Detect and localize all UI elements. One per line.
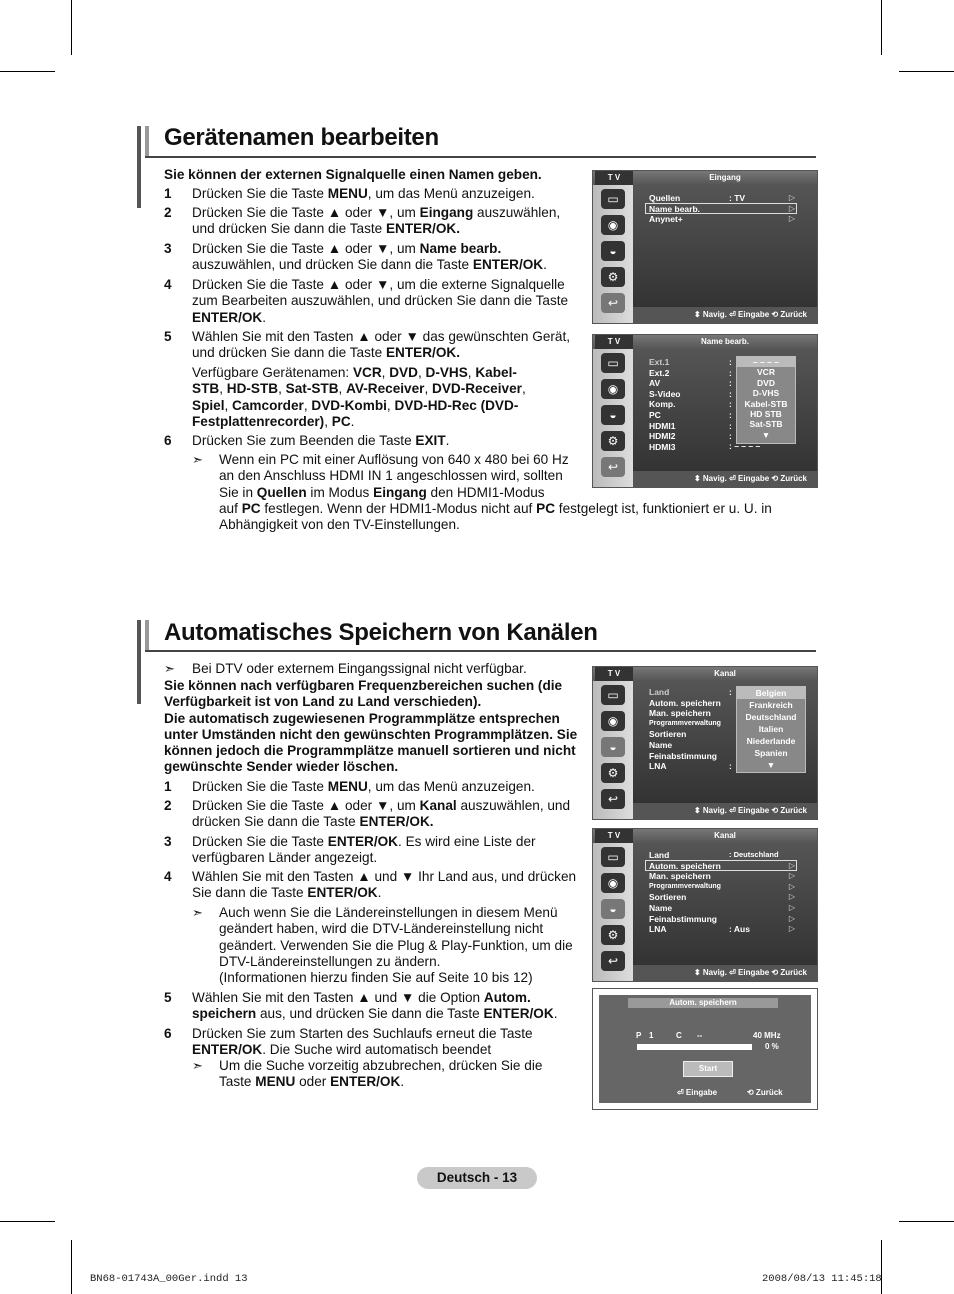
crop-mark — [881, 1240, 882, 1294]
section-bar — [137, 126, 141, 208]
osd-header: Kanal — [714, 831, 736, 840]
colon: : — [729, 378, 732, 389]
device-row: HDMI2 — [649, 431, 676, 442]
picture-icon: ▭ — [601, 189, 625, 209]
note-arrow-icon: ➣ — [192, 905, 203, 920]
section-rule — [145, 650, 816, 652]
menu-item: Man. speichern — [649, 871, 711, 882]
channel-value: -- — [697, 1031, 703, 1040]
list-option[interactable]: Sat-STB — [749, 419, 783, 430]
list-option[interactable]: Frankreich — [749, 700, 793, 710]
hdmi3-value: : – – – – — [729, 441, 761, 451]
step-number: 4 — [164, 277, 172, 292]
colon: : — [729, 420, 732, 431]
step-number: 5 — [164, 990, 172, 1005]
selection-highlight — [645, 860, 797, 871]
colon: : — [729, 367, 732, 378]
file-info: BN68-01743A_00Ger.indd 13 — [90, 1273, 248, 1285]
menu-item: Programmverwaltung — [649, 719, 721, 727]
menu-item: Feinabstimmung — [649, 750, 718, 761]
chevron-right-icon: ▷ — [788, 871, 795, 881]
list-option[interactable]: Kabel-STB — [744, 398, 788, 409]
sound-icon: ◉ — [601, 711, 625, 731]
list-option[interactable]: Niederlande — [746, 736, 796, 746]
chevron-right-icon: ▷ — [788, 193, 795, 202]
note-text: Bei DTV oder externem Eingangssignal nicht verfügbar. — [192, 661, 527, 676]
osd-header: Name bearb. — [700, 337, 750, 346]
step-number: 6 — [164, 433, 172, 448]
colon: : — [729, 761, 732, 771]
section-rule — [145, 156, 816, 158]
program-number: 1 — [649, 1031, 654, 1040]
note-text: Wenn ein PC mit einer Auflösung von 640 x 480 bei 60 Hz an den Anschluss HDMI IN 1 angeschlossen wird, sollten Sie in Quellen im Modus Eingang den HDMI1-Modus — [219, 452, 569, 500]
list-option[interactable]: VCR — [757, 367, 775, 378]
crop-mark — [71, 0, 72, 55]
colon: : — [729, 357, 732, 367]
intro-text: Sie können der externen Signalquelle einen Namen geben. — [164, 167, 542, 182]
picture-icon: ▭ — [601, 685, 625, 705]
input-icon: ↩ — [601, 293, 625, 313]
return-hint: ⟲ Zurück — [747, 1088, 783, 1097]
osd-header: Kanal — [714, 669, 736, 678]
menu-item: Autom. speichern — [649, 697, 721, 708]
chevron-right-icon: ▷ — [788, 924, 795, 934]
device-row: Komp. — [649, 399, 676, 410]
list-option[interactable]: Spanien — [754, 748, 788, 758]
country-list[interactable] — [736, 686, 806, 773]
channel-icon: ◒ — [601, 737, 625, 757]
osd-footer: ⬍ Navig. ⏎ Eingabe ⟲ Zurück — [633, 803, 817, 819]
step-text: Wählen Sie mit den Tasten ▲ und ▼ Ihr Land aus, und drücken Sie dann die Taste ENTER/OK. — [192, 869, 577, 901]
colon: : — [729, 410, 732, 420]
input-icon: ↩ — [601, 951, 625, 971]
device-row: PC — [649, 410, 661, 420]
step-text: Drücken Sie zum Beenden die Taste EXIT. — [192, 433, 450, 448]
frequency: 40 MHz — [753, 1031, 781, 1040]
osd-footer: ⬍ Navig. ⏎ Eingabe ⟲ Zurück — [633, 471, 817, 487]
menu-item: Name — [649, 903, 673, 913]
chevron-right-icon: ▷ — [788, 892, 795, 902]
osd-tv-label: T V — [595, 829, 633, 843]
intro-text: Sie können nach verfügbaren Frequenzbereichen suchen (die Verfügbarkeit ist von Land zu Land verschieden). Die automatisch zugewiesenen Programmplätze entsprechen unter Umständen nicht den gewünschten Programmplätzen. Sie können jedoch die Programmplätze manuell sortieren und nicht gewünschte Sender wieder löschen. — [164, 678, 578, 775]
step-number: 3 — [164, 834, 172, 849]
chevron-right-icon: ▷ — [788, 214, 795, 223]
menu-item: Anynet+ — [649, 214, 683, 224]
osd-name-bearb — [592, 334, 818, 488]
crop-mark — [71, 1240, 72, 1294]
step-number: 6 — [164, 1026, 172, 1041]
crop-mark — [881, 0, 882, 55]
crop-mark — [899, 71, 954, 72]
menu-item: Sortieren — [649, 892, 687, 903]
menu-item: LNA — [649, 924, 667, 935]
menu-item: Sortieren — [649, 729, 687, 740]
menu-item: Name — [649, 740, 673, 750]
section-title: Gerätenamen bearbeiten — [164, 124, 439, 151]
selection-highlight — [645, 203, 797, 214]
crop-mark — [899, 1221, 954, 1222]
device-name-list[interactable] — [736, 356, 796, 444]
step-text: Drücken Sie zum Starten des Suchlaufs erneut die Taste ENTER/OK. Die Suche wird automatisch beendet — [192, 1026, 533, 1058]
enter-hint: ⏎ Eingabe — [677, 1088, 718, 1097]
device-row: Ext.1 — [649, 357, 670, 367]
list-option[interactable]: Italien — [758, 724, 784, 734]
osd-header: Eingang — [709, 173, 741, 182]
note-arrow-icon: ➣ — [164, 661, 175, 676]
osd-kanal-list — [592, 666, 818, 820]
menu-item: Land — [649, 850, 670, 860]
step-number: 3 — [164, 241, 172, 256]
osd-autom-speichern — [592, 988, 818, 1110]
chevron-right-icon: ▷ — [788, 913, 795, 923]
sound-icon: ◉ — [601, 873, 625, 893]
device-row: Ext.2 — [649, 367, 670, 378]
chevron-right-icon: ▷ — [788, 860, 795, 870]
menu-item: Autom. speichern — [649, 860, 721, 871]
start-button[interactable]: Start — [683, 1061, 733, 1077]
menu-item: Man. speichern — [649, 708, 711, 719]
setup-icon: ⚙ — [601, 925, 625, 945]
crop-mark — [0, 71, 55, 72]
channel-icon: ◒ — [601, 241, 625, 261]
step-number: 4 — [164, 869, 172, 884]
list-option[interactable]: D-VHS — [752, 388, 780, 399]
progress-percent: 0 % — [765, 1042, 779, 1051]
section-bar — [145, 126, 149, 158]
osd-tv-label: T V — [595, 171, 633, 185]
step-number: 1 — [164, 186, 172, 201]
osd-kanal — [592, 828, 818, 982]
step-text: Drücken Sie die Taste ▲ oder ▼, um Name bearb. auszuwählen, und drücken Sie dann die Taste ENTER/OK. — [192, 241, 547, 273]
section-bar — [137, 620, 141, 704]
note-arrow-icon: ➣ — [192, 452, 203, 467]
step-number: 2 — [164, 205, 172, 220]
chevron-right-icon: ▷ — [788, 203, 795, 213]
note-text: Auch wenn Sie die Ländereinstellungen in diesem Menü geändert haben, wird die DTV-Ländereinstellung nicht geändert. Verwenden Sie die Plug & Play-Funktion, um die DTV-Ländereinstellungen zu ändern. (Informationen hierzu finden Sie auf Seite 10 bis 12) — [219, 905, 573, 986]
device-row: AV — [649, 378, 661, 389]
input-icon: ↩ — [601, 789, 625, 809]
picture-icon: ▭ — [601, 353, 625, 373]
menu-item: Programmverwaltung — [649, 882, 721, 890]
chevron-right-icon: ▷ — [788, 903, 795, 912]
list-option[interactable]: Deutschland — [745, 712, 797, 722]
note-text: auf PC festlegen. Wenn der HDMI1-Modus nicht auf PC festgelegt ist, funktioniert er u. U. in Abhängigkeit von den TV-Einstellungen. — [219, 501, 772, 533]
menu-value: : Aus — [729, 924, 750, 935]
list-option[interactable]: HD STB — [750, 408, 782, 419]
chevron-right-icon: ▷ — [788, 881, 795, 891]
print-date: 2008/08/13 11:45:18 — [762, 1273, 882, 1285]
sound-icon: ◉ — [601, 215, 625, 235]
program-label: P — [636, 1031, 642, 1040]
osd-footer: ⬍ Navig. ⏎ Eingabe ⟲ Zurück — [633, 965, 817, 981]
step-text: Drücken Sie die Taste ▲ oder ▼, um die externe Signalquelle zum Bearbeiten auszuwählen, und drücken Sie dann die Taste ENTER/OK. — [192, 277, 569, 325]
list-option[interactable]: ▼ — [761, 429, 771, 440]
list-option[interactable]: Belgien — [737, 687, 805, 699]
menu-item: LNA — [649, 761, 667, 772]
autom-header: Autom. speichern — [628, 998, 778, 1008]
setup-icon: ⚙ — [601, 431, 625, 451]
colon: : — [729, 687, 732, 697]
osd-tv-label: T V — [595, 667, 633, 681]
step-text: Drücken Sie die Taste ▲ oder ▼, um Kanal auszuwählen, und drücken Sie dann die Taste ENTER/OK. — [192, 798, 571, 830]
section-title: Automatisches Speichern von Kanälen — [164, 619, 598, 646]
sound-icon: ◉ — [601, 379, 625, 399]
colon: : — [729, 399, 732, 410]
step-text: Drücken Sie die Taste ENTER/OK. Es wird eine Liste der verfügbaren Länder angezeigt. — [192, 834, 536, 866]
channel-icon: ◒ — [601, 405, 625, 425]
step-number: 1 — [164, 779, 172, 794]
picture-icon: ▭ — [601, 847, 625, 867]
device-row: HDMI3 — [649, 441, 676, 452]
channel-icon: ◒ — [601, 899, 625, 919]
setup-icon: ⚙ — [601, 267, 625, 287]
menu-item: Quellen — [649, 193, 681, 203]
input-icon: ↩ — [601, 457, 625, 477]
progress-bar — [637, 1044, 752, 1050]
note-text: Um die Suche vorzeitig abzubrechen, drücken Sie die Taste MENU oder ENTER/OK. — [219, 1058, 543, 1090]
page-number: Deutsch - 13 — [417, 1167, 537, 1189]
colon: : — [729, 388, 732, 399]
list-option[interactable]: ▼ — [766, 760, 776, 770]
osd-footer: ⬍ Navig. ⏎ Eingabe ⟲ Zurück — [633, 307, 817, 323]
step-text: Verfügbare Gerätenamen: VCR, DVD, D-VHS, Kabel- STB, HD-STB, Sat-STB, AV-Receiver, DVD-Receiver, Spiel, Camcorder, DVD-Kombi, DVD-HD-Rec (DVD- Festplattenrecorder), PC. — [192, 365, 526, 429]
colon: : — [729, 431, 732, 442]
step-number: 2 — [164, 798, 172, 813]
step-text: Drücken Sie die Taste ▲ oder ▼, um Eingang auszuwählen, und drücken Sie dann die Taste ENTER/OK. — [192, 205, 561, 237]
crop-mark — [0, 1221, 55, 1222]
menu-item: Land — [649, 687, 670, 697]
step-text: Wählen Sie mit den Tasten ▲ und ▼ die Option Autom. speichern aus, und drücken Sie dann die Taste ENTER/OK. — [192, 990, 558, 1022]
step-text: Drücken Sie die Taste MENU, um das Menü anzuzeigen. — [192, 779, 535, 794]
note-arrow-icon: ➣ — [192, 1058, 203, 1073]
menu-item: Name bearb. — [649, 203, 701, 214]
osd-tv-label: T V — [595, 335, 633, 349]
menu-value: : Deutschland — [729, 850, 779, 859]
step-number: 5 — [164, 329, 172, 344]
menu-value: : TV — [729, 193, 746, 203]
list-option[interactable]: DVD — [757, 377, 775, 388]
menu-item: Feinabstimmung — [649, 913, 718, 924]
osd-eingang — [592, 170, 818, 324]
device-row: S-Video — [649, 388, 681, 399]
device-row: HDMI1 — [649, 420, 676, 431]
step-text: Wählen Sie mit den Tasten ▲ oder ▼ das gewünschten Gerät, und drücken Sie dann die Taste ENTER/OK. — [192, 329, 571, 361]
section-bar — [145, 620, 149, 652]
setup-icon: ⚙ — [601, 763, 625, 783]
channel-label: C — [676, 1031, 682, 1040]
list-option[interactable]: – – – – — [737, 357, 795, 367]
step-text: Drücken Sie die Taste MENU, um das Menü anzuzeigen. — [192, 186, 535, 201]
